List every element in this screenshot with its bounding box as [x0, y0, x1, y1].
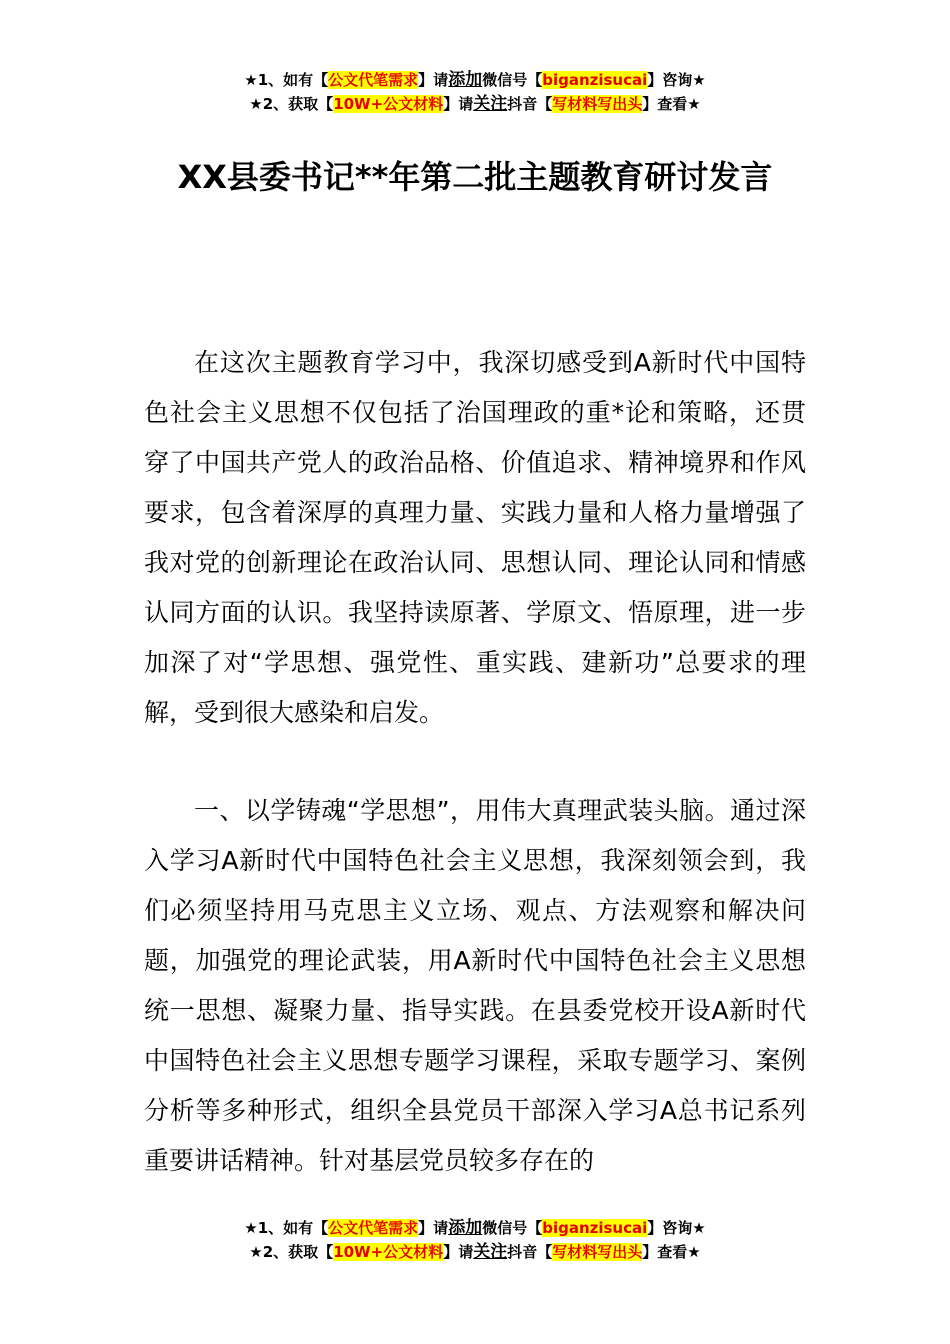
promo-highlight-service: 公文代笔需求 — [328, 71, 419, 89]
promo-banner-top — [0, 68, 950, 116]
promo-highlight-douyin: 写材料写出头 — [552, 95, 643, 113]
promo-text: ★2、获取【 — [249, 1243, 334, 1261]
promo-line-2 — [0, 92, 950, 116]
promo-text: ★2、获取【 — [249, 95, 334, 113]
promo-line-1 — [0, 68, 950, 92]
promo-banner-bottom — [0, 1216, 950, 1264]
promo-line-2 — [0, 1240, 950, 1264]
promo-text: ★1、如有【 — [244, 1219, 329, 1237]
promo-highlight-wechat: biganzisucai — [542, 1219, 648, 1237]
promo-highlight-materials: 10W+公文材料 — [333, 1243, 444, 1261]
body-section-one — [144, 786, 806, 1186]
promo-highlight-materials: 10W+公文材料 — [333, 95, 444, 113]
promo-text: 】咨询★ — [647, 71, 706, 89]
paragraph: 一、以学铸魂“学思想”，用伟大真理武装头脑。通过深入学习A新时代中国特色社会主义思想，我深刻领会到，我们必须坚持用马克思主义立场、观点、方法观察和解决问题，加强党的理论武装，用A新时代中国特色社会主义思想统一思想、凝聚力量、指导实践。在县委党校开设A新时代中国特色社会主义思想专题学习课程，采取专题学习、案例分析等多种形式，组织全县党员干部深入学习A总书记系列重要讲话精神。针对基层党员较多存在的 — [144, 796, 806, 1175]
promo-text: ★1、如有【 — [244, 71, 329, 89]
promo-text: 】请 — [443, 1243, 474, 1261]
promo-highlight-douyin: 写材料写出头 — [552, 1243, 643, 1261]
promo-text: 微信号【 — [482, 1219, 543, 1237]
promo-text: 】请 — [418, 71, 449, 89]
promo-text: 】请 — [418, 1219, 449, 1237]
paragraph: 在这次主题教育学习中，我深切感受到A新时代中国特色社会主义思想不仅包括了治国理政的重*论和策略，还贯穿了中国共产党人的政治品格、价值追求、精神境界和作风要求，包含着深厚的真理力量、实践力量和人格力量增强了我对党的创新理论在政治认同、思想认同、理论认同和情感认同方面的认识。我坚持读原著、学原文、悟原理，进一步加深了对“学思想、强党性、重实践、建新功”总要求的理解，受到很大感染和启发。 — [144, 348, 806, 727]
promo-emphasis: 关注 — [473, 94, 508, 114]
promo-text: 抖音【 — [507, 95, 553, 113]
promo-highlight-service: 公文代笔需求 — [328, 1219, 419, 1237]
promo-line-1 — [0, 1216, 950, 1240]
promo-text: 】查看★ — [642, 1243, 701, 1261]
promo-text: 】咨询★ — [647, 1219, 706, 1237]
promo-emphasis: 添加 — [448, 70, 483, 90]
promo-text: 】查看★ — [642, 95, 701, 113]
promo-emphasis: 关注 — [473, 1242, 508, 1262]
promo-highlight-wechat: biganzisucai — [542, 71, 648, 89]
promo-text: 微信号【 — [482, 71, 543, 89]
body-section-intro — [144, 338, 806, 738]
promo-emphasis: 添加 — [448, 1218, 483, 1238]
document-title: XX县委书记**年第二批主题教育研讨发言 — [177, 158, 773, 196]
promo-text: 抖音【 — [507, 1243, 553, 1261]
promo-text: 】请 — [443, 95, 474, 113]
